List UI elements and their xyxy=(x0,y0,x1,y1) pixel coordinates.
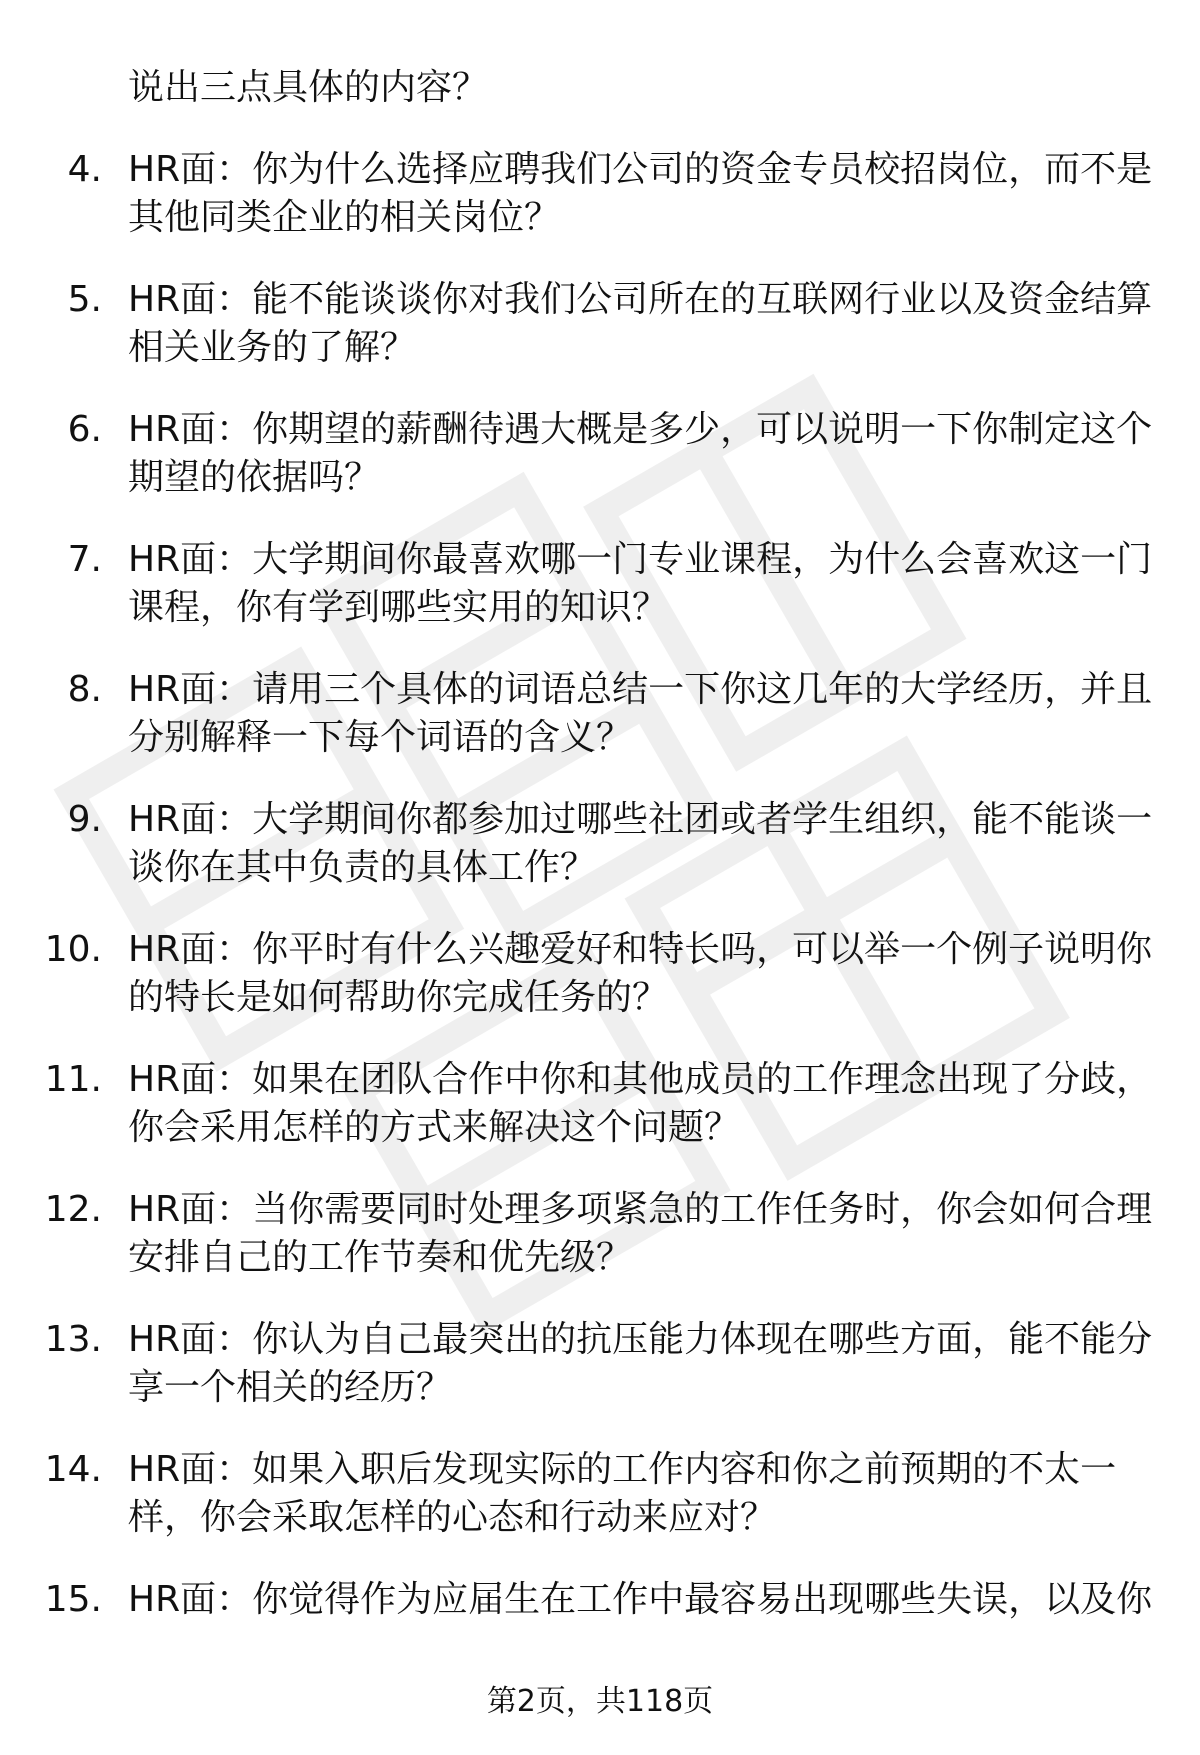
item-text-line-2: 期望的依据吗？ xyxy=(128,457,381,498)
item-text-line-2: 享一个相关的经历？ xyxy=(128,1367,453,1408)
item-number: 12. xyxy=(44,1189,102,1230)
item-text-line-2: 分别解释一下每个词语的含义？ xyxy=(128,717,633,758)
item-text-line-1: HR面：你期望的薪酬待遇大概是多少，可以说明一下你制定这个 xyxy=(128,409,1153,450)
item-text-line-2: 其他同类企业的相关岗位？ xyxy=(128,197,561,238)
item-text-line-1: HR面：当你需要同时处理多项紧急的工作任务时，你会如何合理 xyxy=(128,1189,1153,1230)
item-text-line-1: HR面：你平时有什么兴趣爱好和特长吗，可以举一个例子说明你 xyxy=(128,929,1153,970)
item-number: 5. xyxy=(67,279,102,320)
continued-text-line: 说出三点具体的内容？ xyxy=(128,67,489,108)
item-number: 13. xyxy=(44,1319,102,1360)
item-number: 4. xyxy=(67,149,102,190)
item-text-line-1: HR面：请用三个具体的词语总结一下你这几年的大学经历，并且 xyxy=(128,669,1153,710)
item-text-line-1: HR面：大学期间你都参加过哪些社团或者学生组织，能不能谈一 xyxy=(128,799,1153,840)
item-text-line-2: 你会采用怎样的方式来解决这个问题？ xyxy=(128,1107,741,1148)
item-number: 7. xyxy=(67,539,102,580)
page-footer: 第2页，共118页 xyxy=(486,1684,714,1719)
item-number: 15. xyxy=(44,1579,102,1620)
item-text-line-2: 谈你在其中负责的具体工作？ xyxy=(128,847,597,888)
item-text-line-1: HR面：你觉得作为应届生在工作中最容易出现哪些失误，以及你 xyxy=(128,1579,1153,1620)
item-text-line-2: 的特长是如何帮助你完成任务的？ xyxy=(128,977,669,1018)
item-text-line-1: HR面：大学期间你最喜欢哪一门专业课程，为什么会喜欢这一门 xyxy=(128,539,1153,580)
item-number: 6. xyxy=(67,409,102,450)
item-text-line-2: 相关业务的了解？ xyxy=(128,327,417,368)
item-text-line-1: HR面：如果在团队合作中你和其他成员的工作理念出现了分歧， xyxy=(128,1059,1153,1100)
item-number: 8. xyxy=(67,669,102,710)
item-text-line-1: HR面：能不能谈谈你对我们公司所在的互联网行业以及资金结算 xyxy=(128,279,1153,320)
item-number: 14. xyxy=(44,1449,102,1490)
item-text-line-2: 课程，你有学到哪些实用的知识？ xyxy=(128,587,669,628)
item-number: 10. xyxy=(44,929,102,970)
item-number: 9. xyxy=(67,799,102,840)
item-text-line-1: HR面：你认为自己最突出的抗压能力体现在哪些方面，能不能分 xyxy=(128,1319,1153,1360)
item-text-line-2: 样，你会采取怎样的心态和行动来应对？ xyxy=(128,1497,777,1538)
item-text-line-2: 安排自己的工作节奏和优先级？ xyxy=(128,1237,633,1278)
item-text-line-1: HR面：你为什么选择应聘我们公司的资金专员校招岗位，而不是 xyxy=(128,149,1153,190)
item-text-line-1: HR面：如果入职后发现实际的工作内容和你之前预期的不太一 xyxy=(128,1449,1117,1490)
item-number: 11. xyxy=(44,1059,102,1100)
